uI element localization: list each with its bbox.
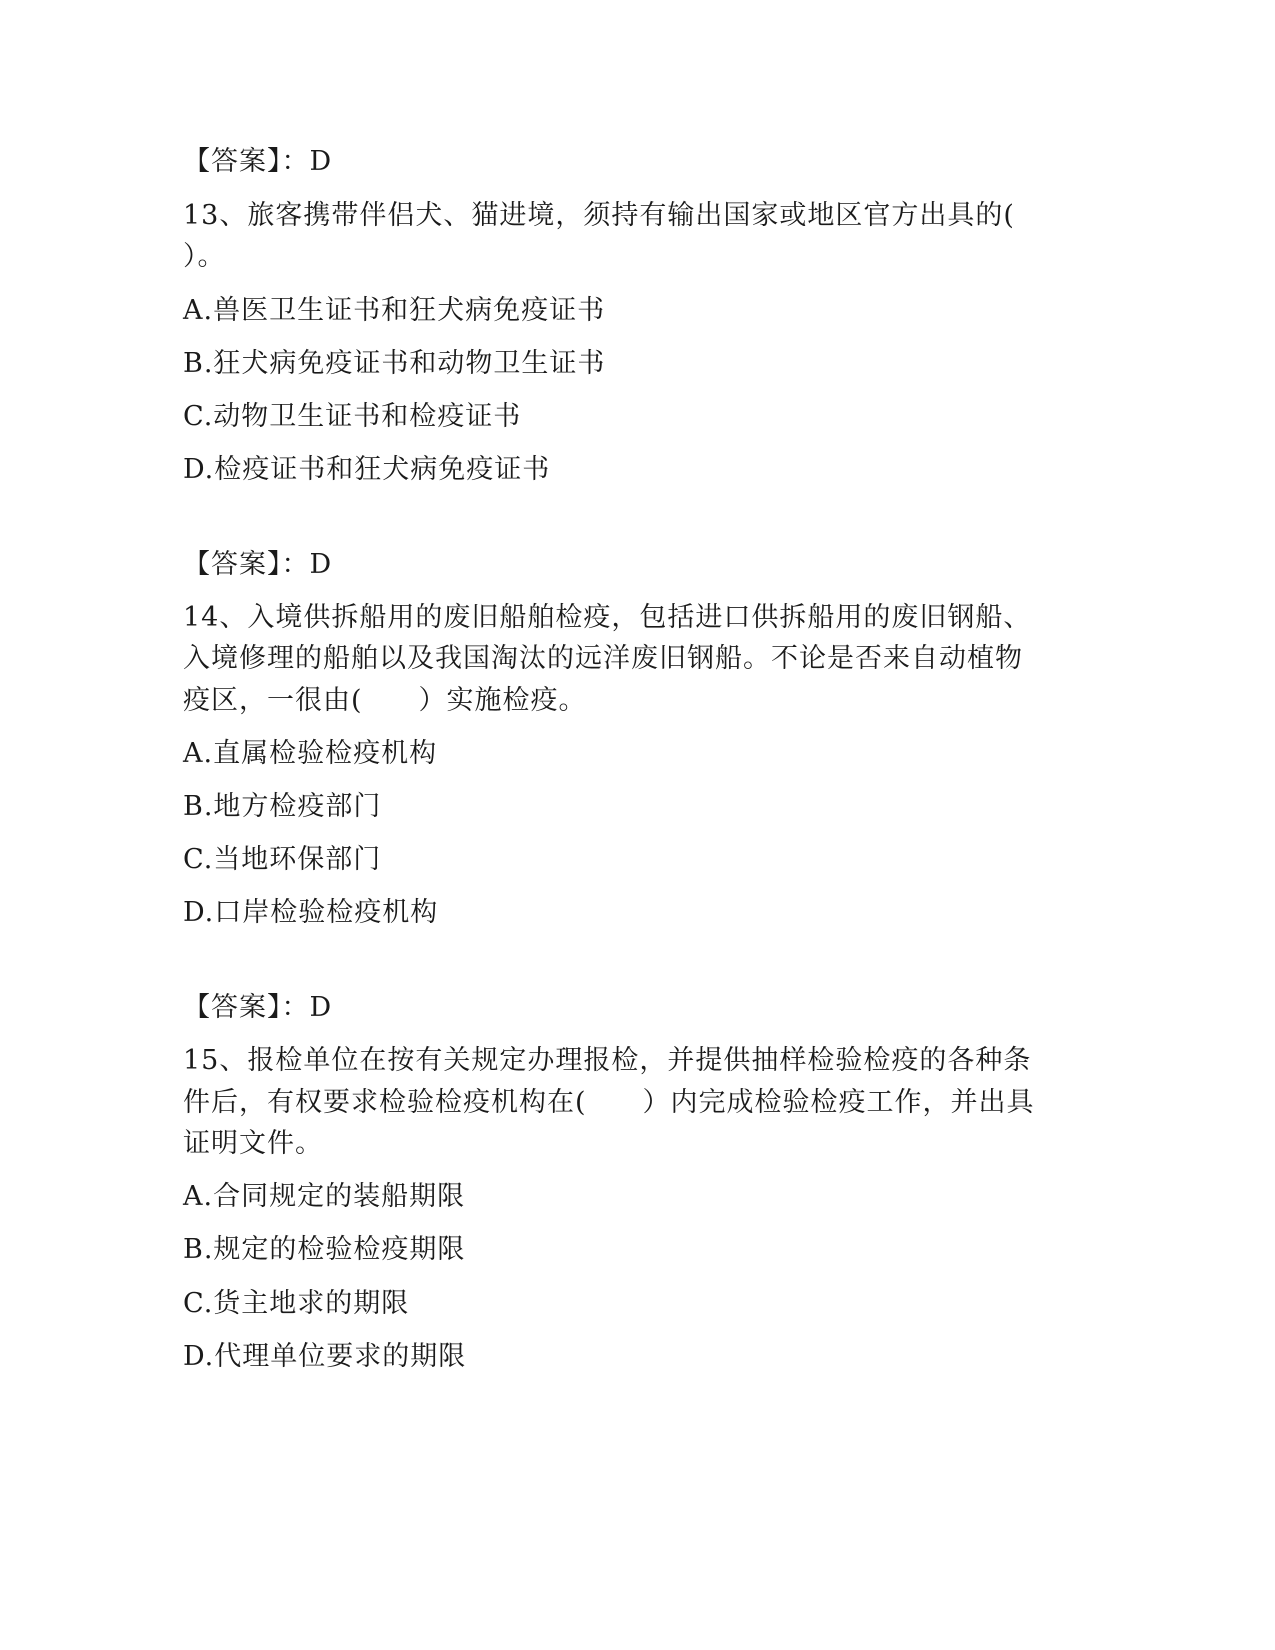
question-15-option-c: C.货主地求的期限 — [183, 1288, 410, 1319]
question-13-line-2: ）。 — [183, 241, 226, 272]
question-13-option-b: B.狂犬病免疫证书和动物卫生证书 — [183, 348, 606, 379]
question-14-option-a: A.直属检验检疫机构 — [183, 738, 438, 769]
question-15-line-2: 件后，有权要求检验检疫机构在( ）内完成检验检疫工作，并出具 — [183, 1087, 1035, 1118]
question-15-line-3: 证明文件。 — [183, 1128, 323, 1159]
question-14-answer: 【答案】：D — [183, 992, 333, 1023]
question-13-option-d: D.检疫证书和狂犬病免疫证书 — [183, 454, 551, 485]
question-14-line-2: 入境修理的船舶以及我国淘汰的远洋废旧钢船。不论是否来自动植物 — [183, 643, 1023, 674]
question-15-option-b: B.规定的检验检疫期限 — [183, 1234, 466, 1265]
question-13-answer: 【答案】：D — [183, 549, 333, 580]
question-15-option-d: D.代理单位要求的期限 — [183, 1341, 467, 1372]
question-14-option-b: B.地方检疫部门 — [183, 791, 382, 822]
question-15-option-a: A.合同规定的装船期限 — [183, 1181, 466, 1212]
question-14-line-3: 疫区，一很由( ）实施检疫。 — [183, 685, 587, 716]
question-15-line-1: 15、报检单位在按有关规定办理报检，并提供抽样检验检疫的各种条 — [183, 1045, 1032, 1076]
question-13-option-c: C.动物卫生证书和检疫证书 — [183, 401, 522, 432]
question-14-option-c: C.当地环保部门 — [183, 844, 382, 875]
question-14-option-d: D.口岸检验检疫机构 — [183, 897, 439, 928]
answer-line: 【答案】：D — [183, 146, 333, 177]
question-13-option-a: A.兽医卫生证书和狂犬病免疫证书 — [183, 295, 606, 326]
question-14-line-1: 14、入境供拆船用的废旧船舶检疫，包括进口供拆船用的废旧钢船、 — [183, 602, 1032, 633]
question-13-line-1: 13、旅客携带伴侣犬、猫进境，须持有输出国家或地区官方出具的( — [183, 200, 1015, 231]
